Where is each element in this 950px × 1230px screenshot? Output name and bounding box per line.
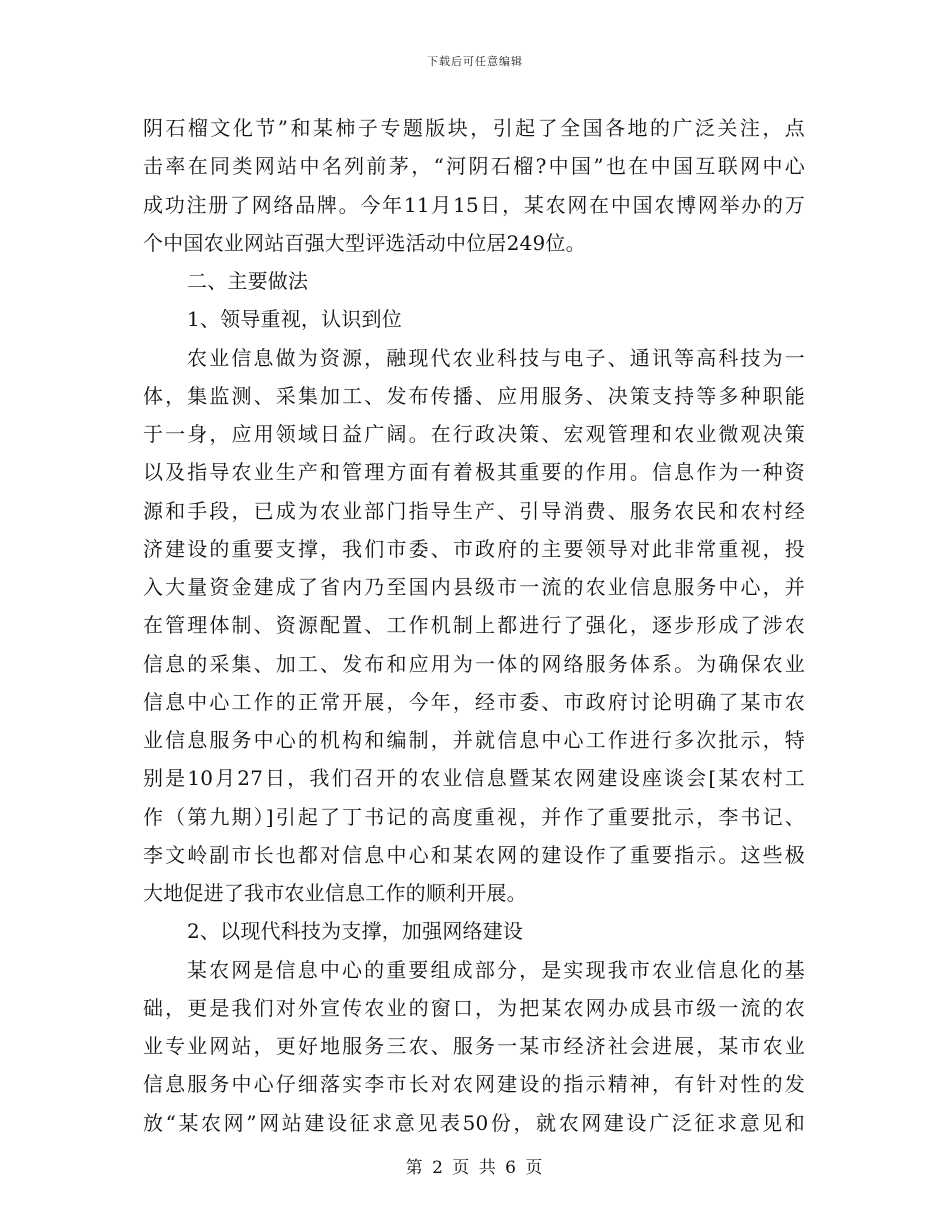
text-line: 于一身，应用领域日益广阔。在行政决策、宏观管理和农业微观决策 [143,422,805,446]
text-line: 信息的采集、加工、发布和应用为一体的网络服务体系。为确保农业 [143,651,805,676]
page-header: 下载后可任意编辑 [427,55,523,68]
text-line: 业专业网站，更好地服务三农、服务一某市经济社会进展，某市农业 [143,1034,805,1058]
page-footer: 第 2 页 共 6 页 [405,1158,545,1178]
text-line: 放“某农网”网站建设征求意见表50份，就农网建设广泛征求意见和 [143,1110,805,1135]
text-line: 信息服务中心仔细落实李市长对农网建设的指示精神，有针对性的发 [143,1072,805,1097]
text-line: 农业信息做为资源，融现代农业科技与电子、通讯等高科技为一 [187,345,805,370]
text-line: 别是10月27日，我们召开的农业信息暨某农网建设座谈会[某农村工 [143,766,805,791]
subsection-heading: 1、领导重视，认识到位 [187,307,402,332]
text-line: 信息中心工作的正常开展，今年，经市委、市政府讨论明确了某市农 [143,689,805,714]
text-line: 某农网是信息中心的重要组成部分，是实现我市农业信息化的基 [187,957,805,982]
text-line: 击率在同类网站中名列前茅，“河阴石榴?中国”也在中国互联网中心 [143,154,805,179]
text-line: 李文岭副市长也都对信息中心和某农网的建设作了重要指示。这些极 [143,842,805,867]
text-line: 础，更是我们对外宣传农业的窗口，为把某农网办成县市级一流的农 [143,995,805,1020]
text-line: 源和手段，已成为农业部门指导生产、引导消费、服务农民和农村经 [143,498,805,523]
text-line: 阴石榴文化节”和某柿子专题版块，引起了全国各地的广泛关注，点 [143,116,805,140]
text-line: 业信息服务中心的机构和编制，并就信息中心工作进行多次批示，特 [143,728,805,752]
text-line: 大地促进了我市农业信息工作的顺利开展。 [143,881,527,905]
text-line: 成功注册了网络品牌。今年11月15日，某农网在中国农博网举办的万 [143,192,805,217]
subsection-heading: 2、以现代科技为支撑，加强网络建设 [187,919,524,944]
text-line: 济建设的重要支撑，我们市委、市政府的主要领导对此非常重视，投 [143,536,805,561]
text-line: 入大量资金建成了省内乃至国内县级市一流的农业信息服务中心，并 [143,575,805,599]
section-heading: 二、主要做法 [187,269,309,293]
text-line: 个中国农业网站百强大型评选活动中位居249位。 [143,230,586,255]
text-line: 以及指导农业生产和管理方面有着极其重要的作用。信息作为一种资 [143,460,805,485]
text-line: 在管理体制、资源配置、工作机制上都进行了强化，逐步形成了涉农 [143,613,805,638]
document-body [143,113,805,1146]
text-line: 作（第九期）]引起了丁书记的高度重视，并作了重要批示，李书记、 [143,804,805,829]
text-line: 体，集监测、采集加工、发布传播、应用服务、决策支持等多种职能 [143,383,805,408]
